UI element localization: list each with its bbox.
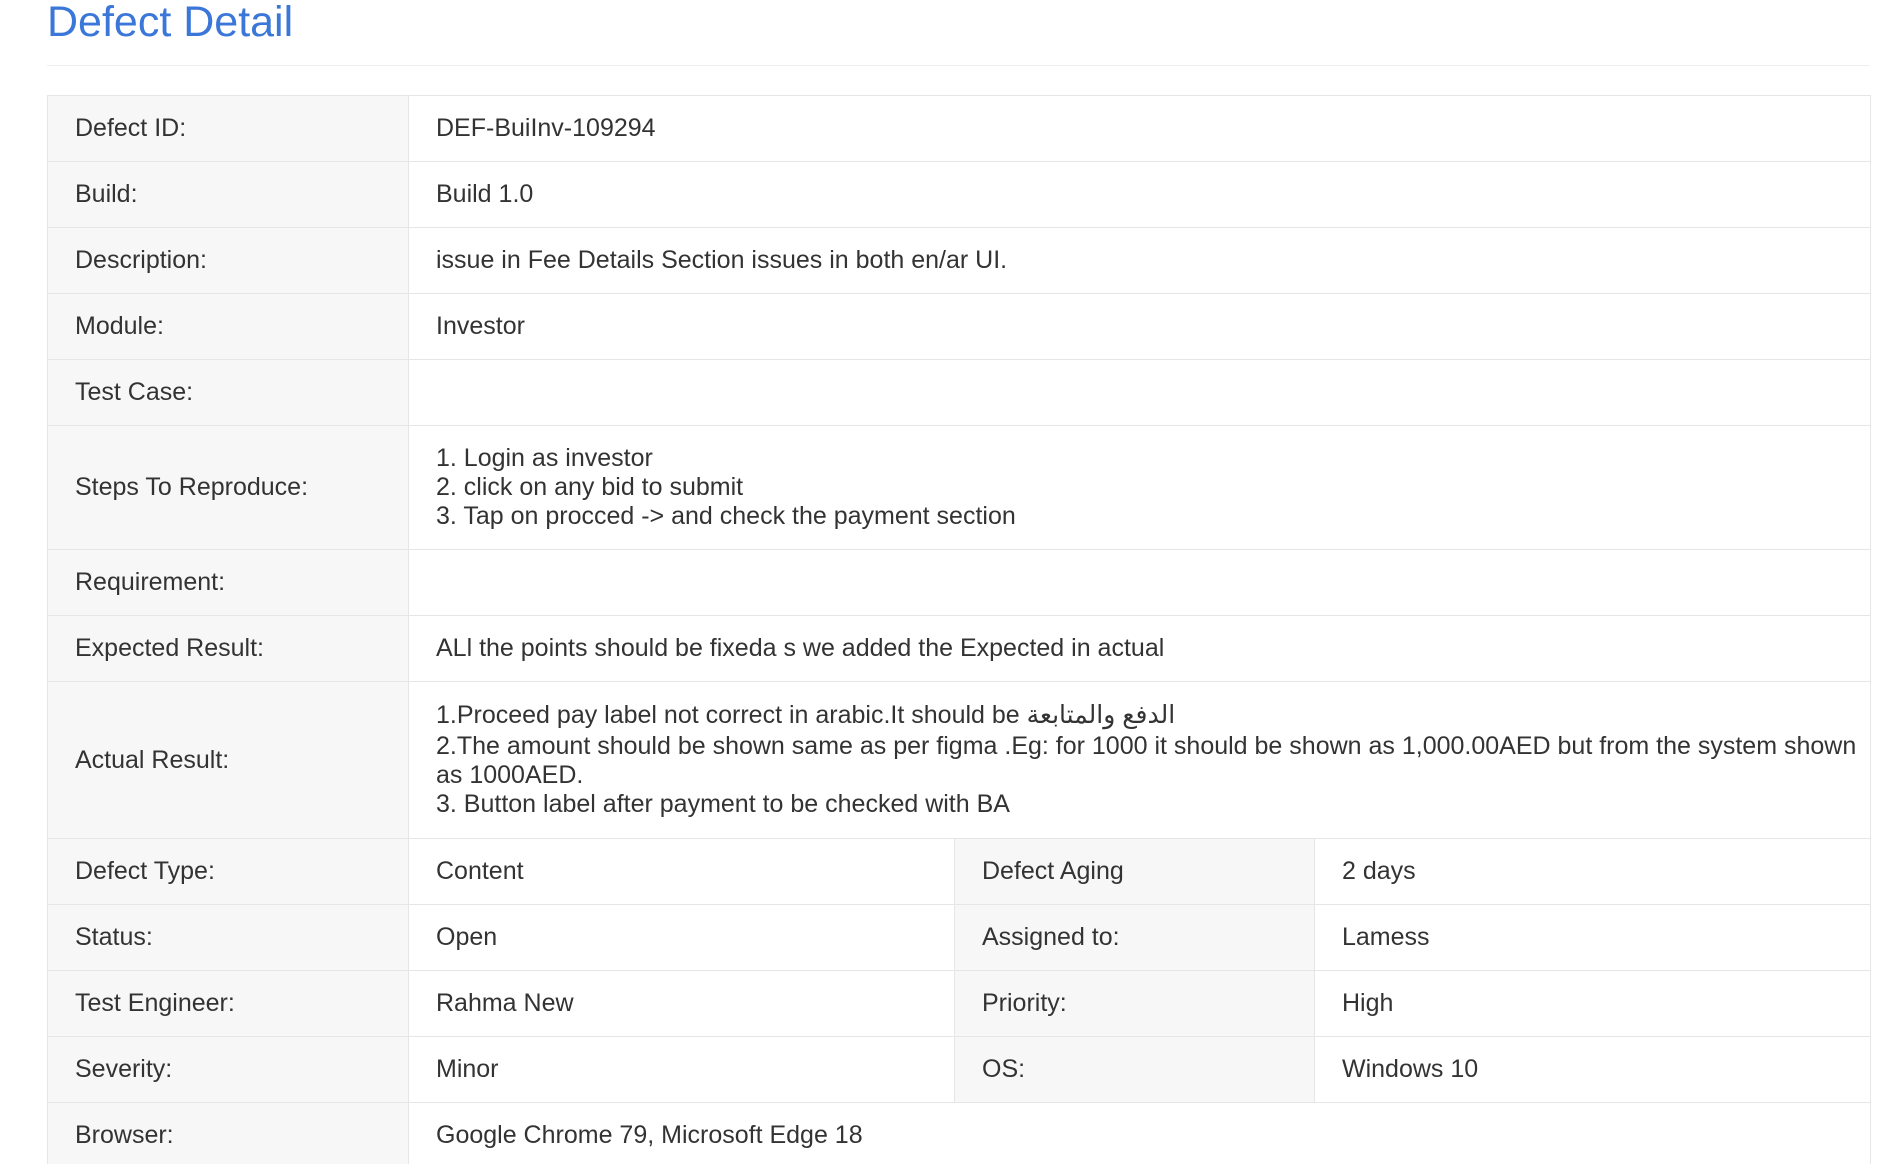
actual-item: 1.Proceed pay label not correct in arabic.It should be الدفع والمتابعة — [436, 701, 1176, 729]
description-label: Description: — [48, 228, 409, 294]
os-label: OS: — [955, 1037, 1315, 1103]
defect-detail-table — [47, 95, 1871, 1164]
title-divider — [47, 65, 1870, 66]
step-item: 3. Tap on procced -> and check the payment section — [436, 502, 1016, 530]
module-label: Module: — [48, 294, 409, 360]
os-value: Windows 10 — [1315, 1037, 1871, 1103]
row-requirement — [48, 550, 1871, 616]
defect-id-label: Defect ID: — [48, 96, 409, 162]
requirement-label: Requirement: — [48, 550, 409, 616]
row-test-case — [48, 360, 1871, 426]
build-label: Build: — [48, 162, 409, 228]
priority-value: High — [1315, 971, 1871, 1037]
row-test-engineer — [48, 971, 1871, 1037]
step-item: 2. click on any bid to submit — [436, 473, 744, 501]
actual-result-label: Actual Result: — [48, 682, 409, 839]
step-item: 1. Login as investor — [436, 444, 653, 472]
row-browser — [48, 1103, 1871, 1164]
defect-aging-label: Defect Aging — [955, 839, 1315, 905]
severity-value: Minor — [409, 1037, 955, 1103]
row-status — [48, 905, 1871, 971]
assigned-to-value: Lamess — [1315, 905, 1871, 971]
expected-result-value: ALl the points should be fixeda s we added the Expected in actual — [409, 616, 1871, 682]
test-case-value — [409, 360, 1871, 426]
browser-value: Google Chrome 79, Microsoft Edge 18 — [409, 1103, 1871, 1164]
module-value: Investor — [409, 294, 1871, 360]
steps-value — [409, 426, 1871, 550]
row-steps-to-reproduce — [48, 426, 1871, 550]
status-value: Open — [409, 905, 955, 971]
expected-result-label: Expected Result: — [48, 616, 409, 682]
steps-label: Steps To Reproduce: — [48, 426, 409, 550]
actual-result-value — [409, 682, 1871, 839]
row-description — [48, 228, 1871, 294]
row-expected-result — [48, 616, 1871, 682]
assigned-to-label: Assigned to: — [955, 905, 1315, 971]
status-label: Status: — [48, 905, 409, 971]
row-module — [48, 294, 1871, 360]
test-engineer-label: Test Engineer: — [48, 971, 409, 1037]
build-value: Build 1.0 — [409, 162, 1871, 228]
requirement-value — [409, 550, 1871, 616]
defect-type-label: Defect Type: — [48, 839, 409, 905]
row-severity — [48, 1037, 1871, 1103]
severity-label: Severity: — [48, 1037, 409, 1103]
row-defect-type — [48, 839, 1871, 905]
test-case-label: Test Case: — [48, 360, 409, 426]
row-build — [48, 162, 1871, 228]
description-value: issue in Fee Details Section issues in both en/ar UI. — [409, 228, 1871, 294]
priority-label: Priority: — [955, 971, 1315, 1037]
defect-id-value: DEF-BuiInv-109294 — [409, 96, 1871, 162]
defect-aging-value: 2 days — [1315, 839, 1871, 905]
page-title: Defect Detail — [47, 0, 294, 46]
row-actual-result — [48, 682, 1871, 839]
defect-type-value: Content — [409, 839, 955, 905]
test-engineer-value: Rahma New — [409, 971, 955, 1037]
actual-item: 3. Button label after payment to be checked with BA — [436, 790, 1010, 818]
actual-item: 2.The amount should be shown same as per figma .Eg: for 1000 it should be shown as 1,000.00AED but from the system shown as 1000AED. — [436, 732, 1857, 789]
browser-label: Browser: — [48, 1103, 409, 1164]
row-defect-id — [48, 96, 1871, 162]
